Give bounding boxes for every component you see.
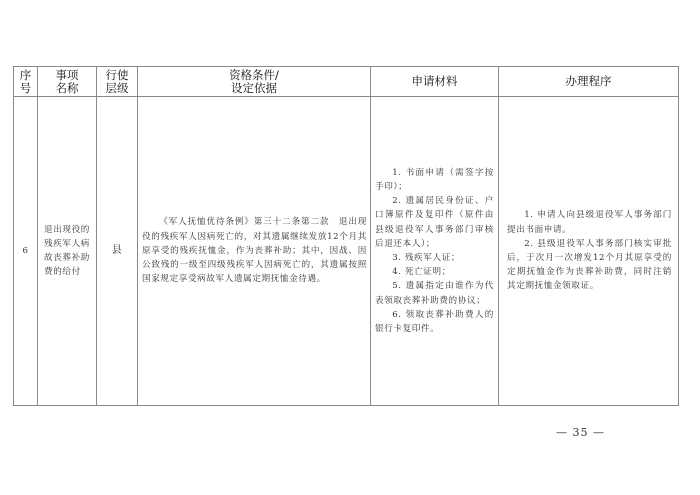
material-item: 1. 书面申请（需签字按手印）； bbox=[375, 167, 494, 192]
material-item: 3. 残疾军人证； bbox=[392, 253, 461, 263]
page-number: — 35 — bbox=[556, 426, 605, 439]
basis-text: 《军人抚恤优待条例》第三十二条第二款 退出现役的残疾军人因病死亡的，对其遗属继续发放12个月其原享受的残疾抚恤金，作为丧葬补助；其中，因战、因公致残的一级至四级残疾军人因病死亡的，其遗属按照国家规定享受病故军人遗属定期抚恤金待遇。 bbox=[142, 217, 367, 285]
header-basis: 资格条件/ 设定依据 bbox=[138, 67, 371, 97]
material-item: 2. 遗属居民身份证、户口簿原件及复印件（原件由县级退役军人事务部门审核后退还本人）； bbox=[375, 196, 494, 249]
table-row bbox=[14, 97, 679, 406]
header-seq: 序 号 bbox=[14, 67, 38, 97]
material-item: 6. 领取丧葬补助费人的银行卡复印件。 bbox=[375, 309, 494, 335]
material-item: 5. 遗属指定由谁作为代表领取丧葬补助费的协议； bbox=[375, 281, 494, 306]
procedure-step: 2. 县级退役军人事务部门核实审批后，于次月一次增发12个月其原享受的定期抚恤金作为丧葬补助费，同时注销其定期抚恤金领取证。 bbox=[507, 238, 672, 292]
cell-materials bbox=[371, 97, 499, 406]
cell-basis bbox=[138, 97, 371, 406]
cell-item-name: 退出现役的残疾军人病故丧葬补助费的给付 bbox=[38, 97, 97, 406]
header-procedure: 办理程序 bbox=[499, 67, 679, 97]
cell-procedure bbox=[499, 97, 679, 406]
header-materials: 申请材料 bbox=[371, 67, 499, 97]
material-item: 4. 死亡证明； bbox=[392, 267, 451, 278]
cell-seq: 6 bbox=[14, 97, 38, 406]
header-item-name: 事项 名称 bbox=[38, 67, 97, 97]
header-level: 行使 层级 bbox=[97, 67, 138, 97]
cell-level: 县 bbox=[97, 97, 138, 406]
procedure-step: 1. 申请人向县级退役军人事务部门提出书面申请。 bbox=[507, 210, 672, 235]
service-items-table bbox=[13, 66, 679, 406]
table-header-row bbox=[14, 67, 679, 97]
